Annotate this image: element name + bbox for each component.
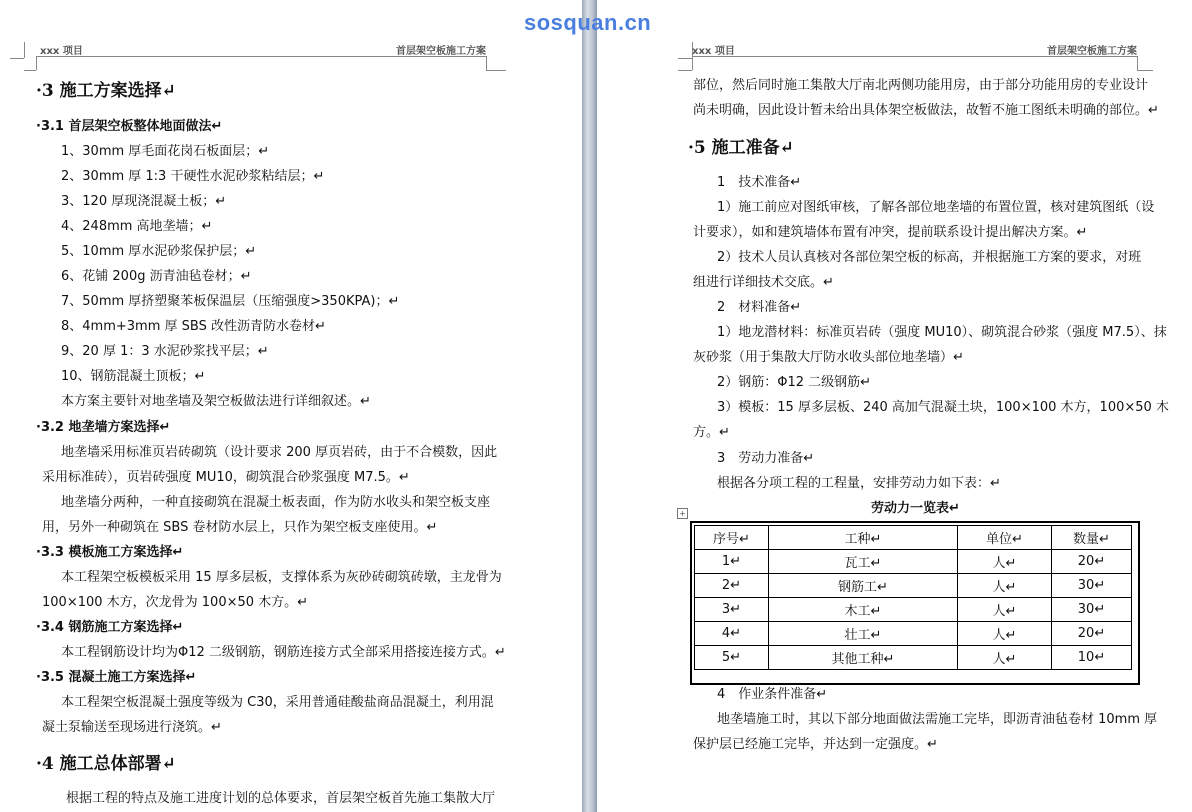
table-cell: 10↵ [1052, 646, 1132, 670]
corner-mark [24, 42, 25, 58]
page-gutter [582, 0, 597, 812]
paragraph: 地垄墙施工时，其以下部分地面做法需施工完毕，即沥青油毡卷材 10mm 厚 [717, 712, 1158, 727]
paragraph: 根据工程的特点及施工进度计划的总体要求，首层架空板首先施工集散大厅 [66, 791, 496, 806]
paragraph: 地垄墙采用标准页岩砖砌筑（设计要求 200 厚页岩砖，由于不合模数，因此 [61, 445, 498, 460]
corner-mark [10, 58, 24, 59]
list-item: 9、20 厚 1：3 水泥砂浆找平层；↵ [61, 344, 269, 359]
table-cell: 钢筋工↵ [769, 574, 958, 598]
labor-table [690, 521, 1140, 685]
list-item: 8、4mm+3mm 厚 SBS 改性沥青防水卷材↵ [61, 319, 326, 334]
table-cell: 1↵ [695, 550, 769, 574]
table-header-cell: 序号↵ [695, 526, 769, 550]
paragraph: 本工程架空板混凝土强度等级为 C30，采用普通硅酸盐商品混凝土，利用混 [61, 695, 494, 710]
table-cell: 30↵ [1052, 574, 1132, 598]
paragraph: 本方案主要针对地垄墙及架空板做法进行详细叙述。↵ [61, 394, 371, 409]
watermark: sosquan.cn [524, 10, 652, 35]
paragraph: 2）钢筋：Φ12 二级钢筋↵ [717, 375, 872, 390]
heading-5: ·5 施工准备↵ [688, 138, 794, 158]
table-cell: 人↵ [958, 574, 1052, 598]
list-item: 7、50mm 厚挤塑聚苯板保温层（压缩强度>350KPA)；↵ [61, 294, 400, 309]
table-header-cell: 数量↵ [1052, 526, 1132, 550]
table-row [695, 550, 1132, 574]
paragraph: 2）技术人员认真核对各部位架空板的标高，并根据施工方案的要求，对班 [717, 250, 1142, 265]
table-cell: 其他工种↵ [769, 646, 958, 670]
list-item: 6、花铺 200g 沥青油毡卷材；↵ [61, 269, 252, 284]
table-cell: 木工↵ [769, 598, 958, 622]
table-cell: 人↵ [958, 598, 1052, 622]
header-rule [486, 70, 506, 71]
paragraph: 本工程架空板模板采用 15 厚多层板，支撑体系为灰砂砖砌筑砖墩，主龙骨为 [61, 570, 502, 585]
table-row [695, 646, 1132, 670]
header-rule [678, 70, 692, 71]
table-cell: 5↵ [695, 646, 769, 670]
paragraph: 用，另外一种砌筑在 SBS 卷材防水层上，只作为架空板支座使用。↵ [42, 520, 438, 535]
subheading: 2 材料准备↵ [717, 300, 802, 315]
table-cell: 2↵ [695, 574, 769, 598]
list-item: 10、钢筋混凝土顶板；↵ [61, 369, 206, 384]
paragraph: 方。↵ [693, 425, 730, 440]
paragraph: 部位，然后同时施工集散大厅南北两侧功能用房，由于部分功能用房的专业设计 [693, 78, 1149, 93]
paragraph: 灰砂浆（用于集散大厅防水收头部位地垄墙）↵ [693, 350, 964, 365]
heading-4: ·4 施工总体部署↵ [36, 754, 176, 774]
table-cell: 3↵ [695, 598, 769, 622]
subheading: 1 技术准备↵ [717, 175, 802, 190]
paragraph: 凝土泵输送至现场进行浇筑。↵ [42, 720, 222, 735]
labor-table-grid [694, 525, 1132, 670]
header-rule [1137, 70, 1153, 71]
subheading: 4 作业条件准备↵ [717, 687, 828, 702]
header-rule [36, 56, 487, 57]
header-rule [1137, 56, 1138, 70]
paragraph: 计要求），如和建筑墙体布置有冲突，提前联系设计提出解决方案。↵ [693, 225, 1088, 240]
header-rule [692, 56, 693, 70]
heading-3-2: ·3.2 地垄墙方案选择↵ [36, 420, 171, 435]
table-cell: 人↵ [958, 550, 1052, 574]
table-cell: 30↵ [1052, 598, 1132, 622]
paragraph: 3）模板：15 厚多层板、240 高加气混凝土块，100×100 木方，100×50 木 [717, 400, 1169, 415]
paragraph: 采用标准砖），页岩砖强度 MU10，砌筑混合砂浆强度 M7.5。↵ [42, 470, 410, 485]
table-row [695, 598, 1132, 622]
table-cell: 壮工↵ [769, 622, 958, 646]
subheading: 3 劳动力准备↵ [717, 451, 815, 466]
header-rule [24, 70, 36, 71]
header-left: xxx 项目 [692, 46, 735, 57]
table-title: 劳动力一览表↵ [871, 501, 960, 516]
paragraph: 1）地龙潜材料：标准页岩砖（强度 MU10）、砌筑混合砂浆（强度 M7.5）、抹 [717, 325, 1167, 340]
corner-mark [678, 58, 692, 59]
list-item: 3、120 厚现浇混凝土板；↵ [61, 194, 227, 209]
table-cell: 20↵ [1052, 550, 1132, 574]
table-cell: 人↵ [958, 646, 1052, 670]
table-cell: 人↵ [958, 622, 1052, 646]
document-page-left [0, 0, 582, 812]
heading-3: ·3 施工方案选择↵ [36, 81, 176, 101]
header-rule [36, 56, 37, 70]
table-row [695, 574, 1132, 598]
list-item: 5、10mm 厚水泥砂浆保护层；↵ [61, 244, 257, 259]
heading-3-5: ·3.5 混凝土施工方案选择↵ [36, 670, 197, 685]
list-item: 2、30mm 厚 1:3 干硬性水泥砂浆粘结层；↵ [61, 169, 325, 184]
table-header-cell: 单位↵ [958, 526, 1052, 550]
paragraph: 本工程钢筋设计均为Φ12 二级钢筋，钢筋连接方式全部采用搭接连接方式。↵ [61, 645, 506, 660]
paragraph: 尚未明确，因此设计暂未给出具体架空板做法，故暂不施工图纸未明确的部位。↵ [693, 103, 1159, 118]
table-row [695, 622, 1132, 646]
paragraph: 保护层已经施工完毕，并达到一定强度。↵ [693, 737, 938, 752]
table-cell: 4↵ [695, 622, 769, 646]
paragraph: 100×100 木方，次龙骨为 100×50 木方。↵ [42, 595, 309, 610]
heading-3-4: ·3.4 钢筋施工方案选择↵ [36, 620, 184, 635]
table-move-handle-icon[interactable]: + [677, 508, 688, 519]
header-rule [486, 56, 487, 70]
paragraph: 根据各分项工程的工程量，安排劳动力如下表：↵ [717, 476, 1001, 491]
header-left: xxx 项目 [40, 46, 83, 57]
table-cell: 瓦工↵ [769, 550, 958, 574]
paragraph: 1）施工前应对图纸审核，了解各部位地垄墙的布置位置，核对建筑图纸（设 [717, 200, 1155, 215]
table-header-cell: 工种↵ [769, 526, 958, 550]
header-right: 首层架空板施工方案 [396, 46, 486, 57]
header-right: 首层架空板施工方案 [1047, 46, 1137, 57]
paragraph: 地垄墙分两种，一种直接砌筑在混凝土板表面，作为防水收头和架空板支座 [61, 495, 491, 510]
paragraph: 组进行详细技术交底。↵ [693, 275, 834, 290]
header-rule [692, 56, 1138, 57]
table-header-row [695, 526, 1132, 550]
list-item: 4、248mm 高地垄墙；↵ [61, 219, 213, 234]
heading-3-3: ·3.3 模板施工方案选择↵ [36, 545, 184, 560]
heading-3-1: ·3.1 首层架空板整体地面做法↵ [36, 119, 223, 134]
table-cell: 20↵ [1052, 622, 1132, 646]
list-item: 1、30mm 厚毛面花岗石板面层；↵ [61, 144, 270, 159]
